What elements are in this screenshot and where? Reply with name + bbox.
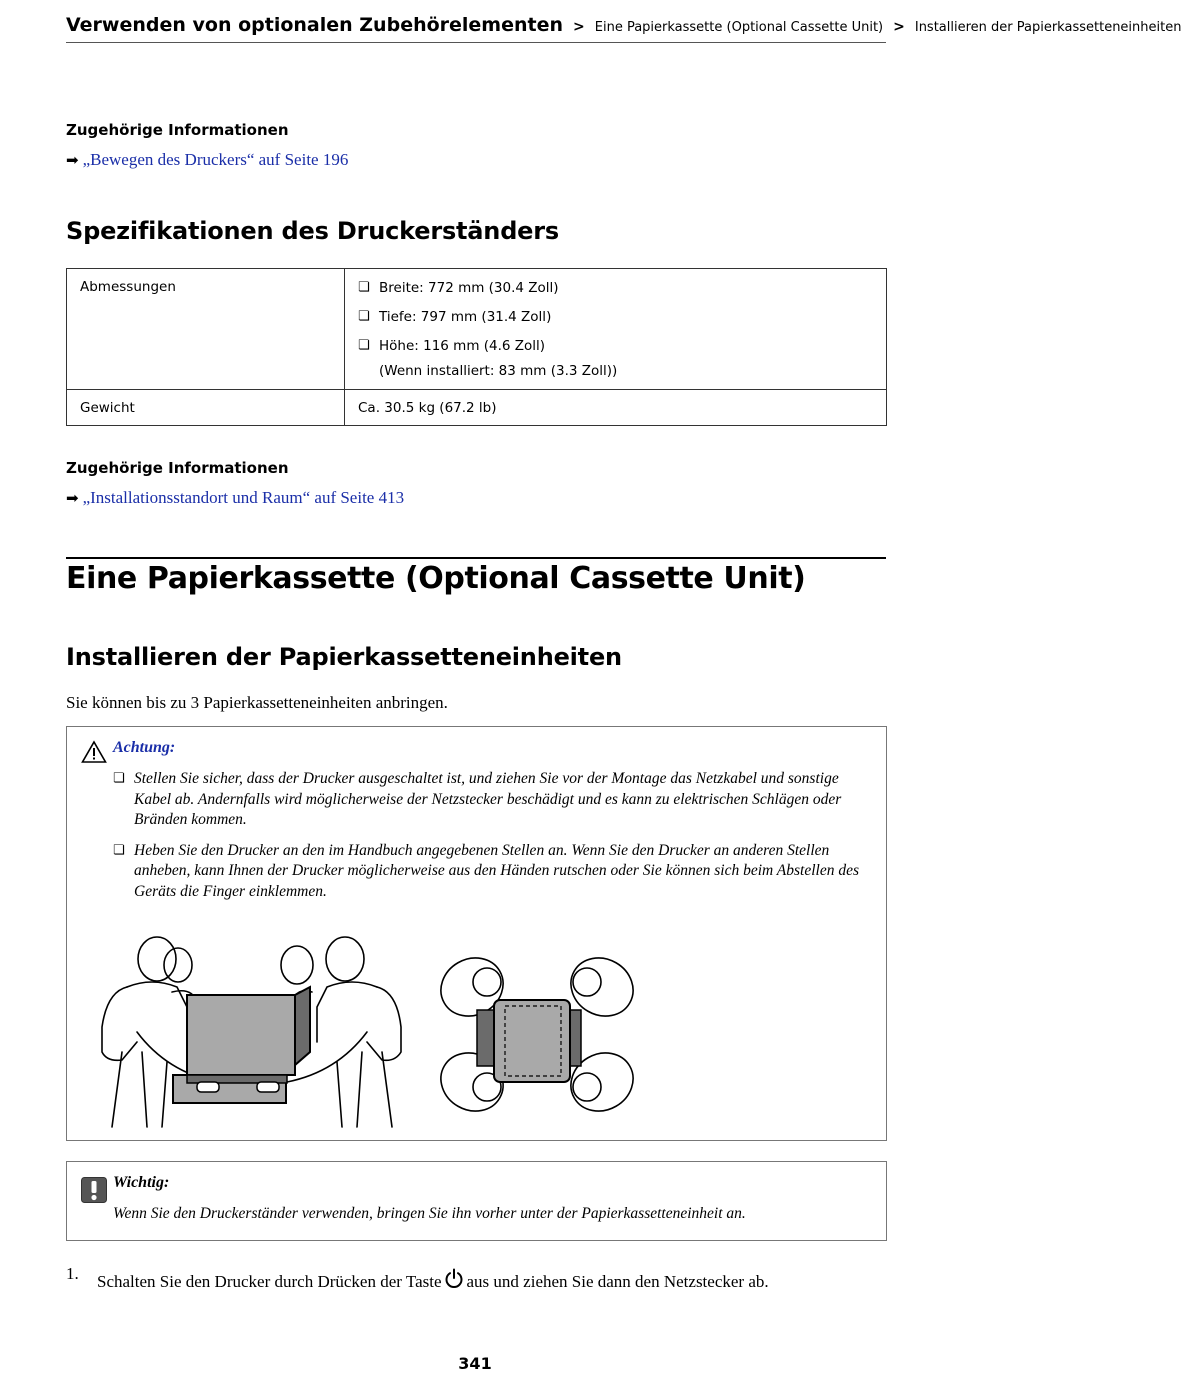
caution-box bbox=[66, 726, 887, 1141]
important-box bbox=[66, 1161, 887, 1241]
spec-table bbox=[66, 268, 887, 426]
page-number: 341 bbox=[458, 1354, 492, 1373]
checkbox-bullet-icon: ❏ bbox=[358, 338, 370, 353]
spec-value-weight: Ca. 30.5 kg (67.2 lb) bbox=[345, 390, 887, 426]
list-item: ❏ Breite: 772 mm (30.4 Zoll) bbox=[358, 280, 559, 296]
related-info-heading: Zugehörige Informationen bbox=[66, 121, 289, 139]
list-item: ❏ Stellen Sie sicher, dass der Drucker ausgeschaltet ist, und ziehen Sie vor der Montage das Netzkabel und sonstige Kabel ab. Andernfalls wird möglicherweise der Netzstecker beschädigt und es kann zu elektrischen Schlägen oder Bränden kommen. bbox=[113, 770, 842, 828]
lifting-printer-illustration bbox=[97, 932, 677, 1132]
related-link-installationsstandort[interactable] bbox=[66, 488, 404, 508]
related-link-text[interactable]: „Bewegen des Druckers“ auf Seite 196 bbox=[82, 150, 349, 169]
list-item: ❏ Höhe: 116 mm (4.6 Zoll) (Wenn installiert: 83 mm (3.3 Zoll)) bbox=[358, 337, 874, 380]
install-heading: Installieren der Papierkassetteneinheiten bbox=[66, 643, 622, 671]
breadcrumb-separator: > bbox=[573, 19, 585, 35]
related-info-heading: Zugehörige Informationen bbox=[66, 459, 289, 477]
power-icon bbox=[444, 1268, 464, 1290]
running-header bbox=[66, 14, 1181, 43]
warning-triangle-icon bbox=[81, 740, 107, 764]
header-title: Verwenden von optionalen Zubehörelementen bbox=[66, 14, 564, 36]
caution-title: Achtung: bbox=[113, 739, 176, 756]
checkbox-bullet-icon: ❏ bbox=[113, 842, 125, 858]
height-installed-note: (Wenn installiert: 83 mm (3.3 Zoll)) bbox=[379, 363, 618, 379]
step-number: 1. bbox=[66, 1264, 79, 1283]
breadcrumb-separator: > bbox=[893, 19, 905, 35]
important-title: Wichtig: bbox=[113, 1174, 170, 1191]
spec-label-dimensions: Abmessungen bbox=[67, 269, 345, 390]
table-row bbox=[67, 390, 887, 426]
important-text: Wenn Sie den Druckerständer verwenden, bringen Sie ihn vorher unter der Papierkassetteneinheit an. bbox=[113, 1205, 746, 1222]
breadcrumb-link-install[interactable]: Installieren der Papierkassetteneinheiten bbox=[914, 20, 1181, 35]
arrow-right-icon: ➡ bbox=[66, 489, 79, 507]
step-text: Schalten Sie den Drucker durch Drücken der Taste aus und ziehen Sie dann den Netzstecker ab. bbox=[97, 1268, 769, 1292]
exclamation-icon bbox=[81, 1177, 107, 1203]
breadcrumb-link-cassette[interactable]: Eine Papierkassette (Optional Cassette Unit) bbox=[594, 20, 884, 35]
arrow-right-icon: ➡ bbox=[66, 151, 79, 169]
list-item: ❏ Tiefe: 797 mm (31.4 Zoll) bbox=[358, 309, 552, 325]
related-link-bewegen[interactable] bbox=[66, 150, 348, 170]
checkbox-bullet-icon: ❏ bbox=[358, 280, 370, 295]
spec-label-weight: Gewicht bbox=[67, 390, 345, 426]
checkbox-bullet-icon: ❏ bbox=[358, 309, 370, 324]
caution-list bbox=[113, 769, 878, 912]
spec-value-dimensions bbox=[345, 269, 887, 390]
related-link-text[interactable]: „Installationsstandort und Raum“ auf Seite 413 bbox=[82, 488, 405, 507]
table-row bbox=[67, 269, 887, 390]
chapter-heading: Eine Papierkassette (Optional Cassette Unit) bbox=[66, 557, 886, 596]
list-item: ❏ Heben Sie den Drucker an den im Handbuch angegebenen Stellen an. Wenn Sie den Drucker an anderen Stellen anheben, kann Ihnen der Drucker möglicherweise aus den Händen rutschen oder Sie können sich beim Abstellen des Geräts die Finger einklemmen. bbox=[113, 841, 860, 900]
install-intro: Sie können bis zu 3 Papierkassetteneinheiten anbringen. bbox=[66, 693, 448, 712]
checkbox-bullet-icon: ❏ bbox=[113, 771, 125, 786]
spec-heading: Spezifikationen des Druckerständers bbox=[66, 217, 559, 245]
